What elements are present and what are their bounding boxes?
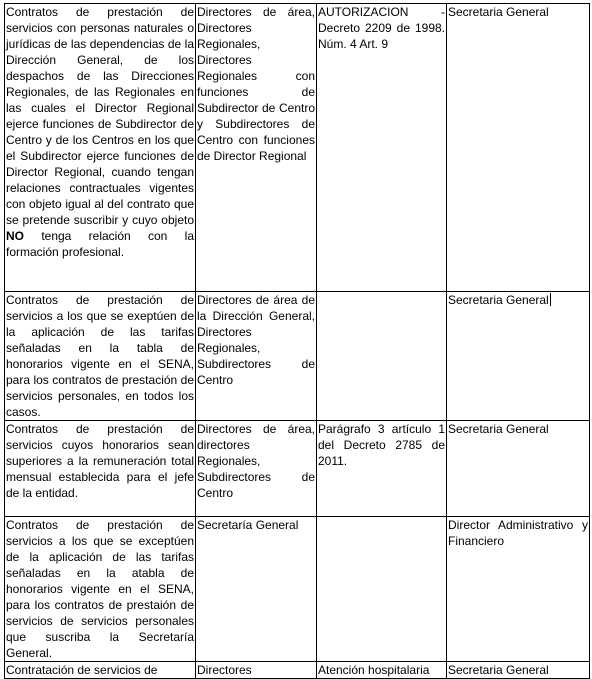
table-row bbox=[5, 662, 590, 679]
contract-type-cell: Contratos de prestación de servicios a los que se exeptúen de la aplicación de las tarifas señaladas en la tabla de honorarios vigente en el SENA, para los contratos de prestación de servicios personales, en todos los casos. bbox=[6, 293, 194, 419]
approver-cell: Secretaria General bbox=[447, 421, 590, 517]
emphasis-text: NO bbox=[6, 229, 24, 243]
responsible-cell: Directores de área, directores Regionales, Subdirectores de Centro bbox=[196, 421, 317, 517]
contract-type-cell: Contratos de prestación de servicios a los que se exceptúen de la aplicación de las tarifas señaladas en la atabla de honorarios vigente en el SENA, para los contratos de prestaión de servicios de servicios personales que suscriba la Secretaría General. bbox=[6, 518, 194, 660]
table-row bbox=[5, 421, 590, 517]
legal-basis-cell: Atención hospitalaria bbox=[317, 662, 447, 679]
legal-basis-cell bbox=[317, 517, 447, 662]
cell-text: Secretaria General bbox=[448, 293, 549, 307]
legal-basis-cell: Parágrafo 3 artículo 1 del Decreto 2785 de 2011. bbox=[317, 421, 447, 517]
cell-text: tenga relación con la formación profesional. bbox=[6, 229, 194, 259]
cell-text: Contratos de prestación de servicios con personas naturales o jurídicas de las dependencias de la Dirección General, de los despachos de las Direcciones Regionales, de las Regionales en las cuales el Director Regional ejerce funciones de Subdirector de Centro y de los Centros en los que el Subdirector ejerce funciones de Director Regional, cuando tengan relaciones contractuales vigentes con objeto igual al del contrato que se pretende suscribir y cuyo objeto bbox=[6, 5, 194, 227]
approver-cell: Director Administrativo y Financiero bbox=[447, 517, 590, 662]
approver-cell: Secretaria General bbox=[447, 4, 590, 292]
responsible-cell: Secretaría General bbox=[196, 517, 317, 662]
contract-type-cell: Contratación de servicios de bbox=[5, 662, 196, 679]
document-page bbox=[4, 3, 589, 677]
legal-basis-cell: AUTORIZACION - Decreto 2209 de 1998. Núm. 4 Art. 9 bbox=[317, 4, 447, 292]
table-row bbox=[5, 4, 590, 292]
responsible-cell: Directores de área de la Dirección General, Directores Regionales, Subdirectores de Centro bbox=[196, 292, 317, 421]
table-row bbox=[5, 517, 590, 662]
approver-cell bbox=[447, 292, 590, 421]
contract-type-cell bbox=[5, 4, 196, 292]
legal-basis-cell bbox=[317, 292, 447, 421]
responsible-cell: Directores de área, Directores Regionales, Directores Regionales con funciones de Subdirector de Centro y Subdirectores de Centro con funciones de Director Regional bbox=[196, 4, 317, 292]
text-cursor bbox=[550, 293, 551, 306]
table-row bbox=[5, 292, 590, 421]
responsible-cell: Directores bbox=[196, 662, 317, 679]
contract-type-cell: Contratos de prestación de servicios cuyos honorarios sean superiores a la remuneración total mensual establecida para el jefe de la entidad. bbox=[5, 421, 196, 517]
approver-cell: Secretaria General bbox=[447, 662, 590, 679]
delegation-table bbox=[4, 3, 590, 679]
